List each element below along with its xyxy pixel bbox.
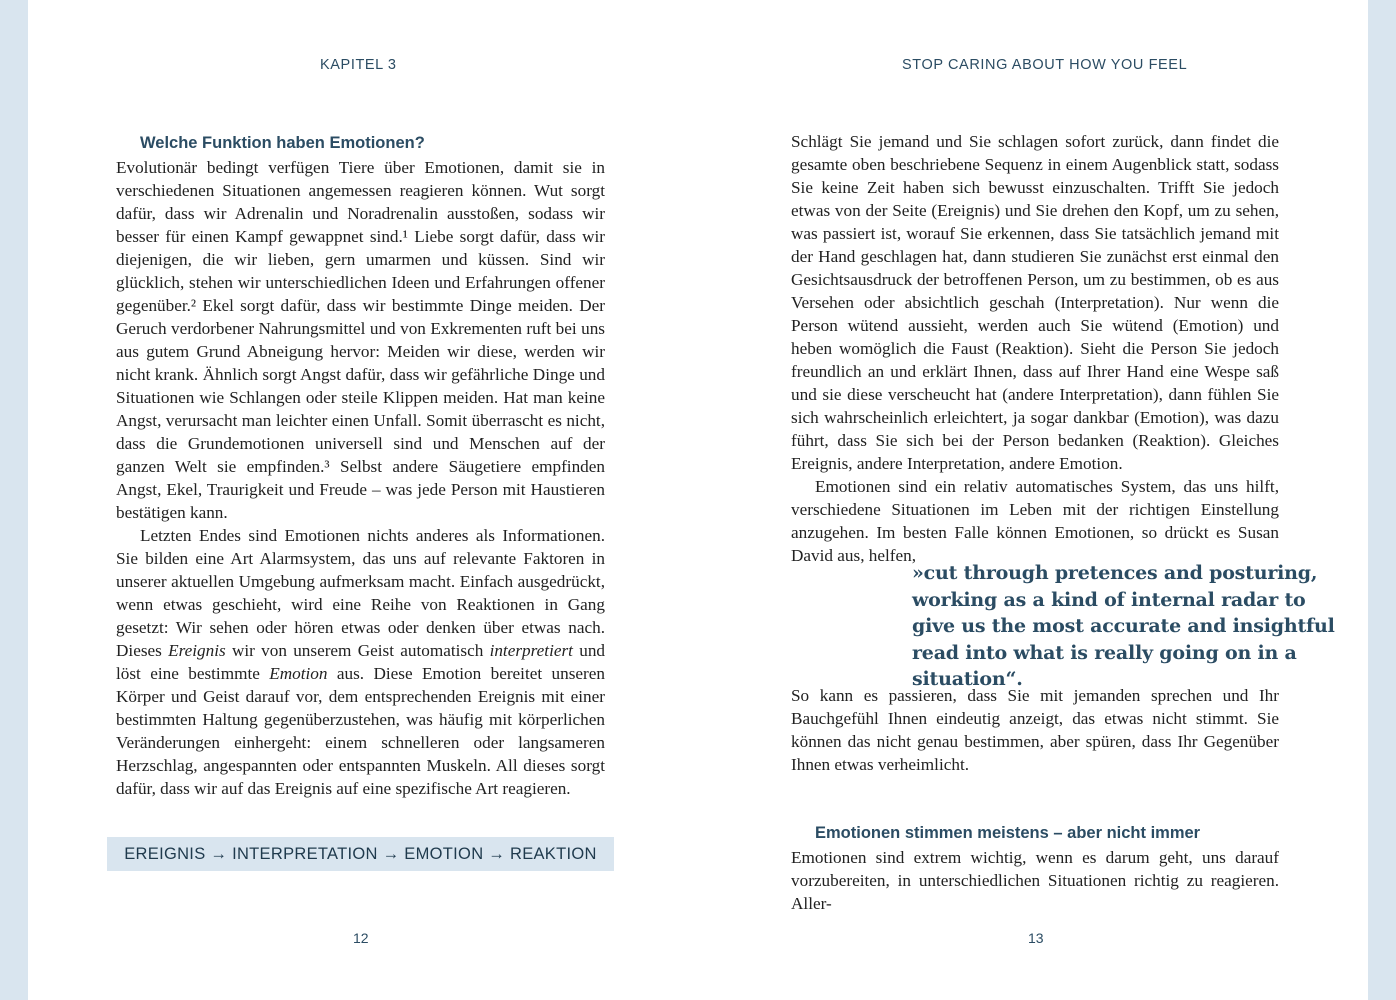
book-spread [28,0,1368,1000]
paragraph: So kann es passieren, dass Sie mit jemanden sprechen und Ihr Bauchgefühl Ihnen eindeutig anzeigt, das etwas nicht stimmt. Sie können das nicht genau bestimmen, aber spüren, dass Ihr Gegenüber Ihnen etwas verheimlicht. [791,686,1279,774]
left-body-text [116,130,605,800]
paragraph: Evolutionär bedingt verfügen Tiere über Emotionen, damit sie in verschiedenen Situationen angemessen reagieren können. Wut sorgt dafür, dass wir Adrenalin und Noradrenalin ausstoßen, sodass wir besser für einen Kampf gewappnet sind.¹ Liebe sorgt dafür, dass wir diejenigen, die wir lieben, gern umarmen und küssen. Sind wir glücklich, stehen wir unterschiedlichen Ideen und Erfahrungen offener gegenüber.² Ekel sorgt dafür, dass wir bestimmte Dinge meiden. Der Geruch verdorbener Nahrungsmittel und von Exkrementen ruft bei uns aus gutem Grund Abneigung hervor: Meiden wir diese, werden wir nicht krank. Ähnlich sorgt Angst dafür, dass wir gefährliche Dinge und Situationen wie Schlangen oder steile Klippen meiden. Hat man keine Angst, verursacht man leichter einen Unfall. Somit überrascht es nicht, dass die Grundemotionen universell sind und Menschen auf der ganzen Welt sie empfinden.³ Selbst andere Säugetiere empfinden Angst, Ekel, Traurigkeit und Freude – was jede Person mit Haustieren bestätigen kann. [116,158,605,522]
page-number-left: 12 [353,930,369,946]
block-quote: »cut through pretences and posturing, working as a kind of internal radar to give us the most accurate and insightful read into what is really going on in a situation“. [912,562,1335,690]
section-heading: Welche Funktion haben Emotionen? [140,134,425,152]
page-number-right: 13 [1028,930,1044,946]
right-body-text-2 [791,684,1279,776]
section-heading: Emotionen stimmen meistens – aber nicht immer [815,824,1201,842]
paragraph: Emotionen sind extrem wichtig, wenn es darum geht, uns darauf vorzubereiten, in unterschiedlichen Situationen richtig zu reagieren. Aller- [791,848,1279,913]
paragraph: Schlägt Sie jemand und Sie schlagen sofort zurück, dann findet die gesamte oben beschriebene Sequenz in einem Augenblick statt, sodass Sie keine Zeit haben sich bewusst einzuschalten. Trifft Sie jedoch etwas von der Seite (Ereignis) und Sie drehen den Kopf, um zu sehen, was passiert ist, worauf Sie erkennen, dass Sie tatsächlich jemand mit der Hand geschlagen hat, dann studieren Sie zunächst erst einmal den Gesichtsausdruck der betroffenen Person, um zu bestimmen, ob es aus Versehen oder absichtlich geschah (Interpretation). Nur wenn die Person wütend aussieht, werden auch Sie wütend (Emotion) und heben womöglich die Faust (Reaktion). Sieht die Person Sie jedoch freundlich an und erklärt Ihnen, dass auf Ihrer Hand eine Wespe saß und sie diese verscheucht hat (andere Interpretation), dann fühlen Sie sich wahrscheinlich erleichtert, ja sogar dankbar (Emotion), was dazu führt, dass Sie sich bei der Person bedanken (Reaktion). Gleiches Ereignis, andere Interpretation, andere Emotion. [791,132,1279,473]
right-page [698,0,1368,1000]
running-head-right: STOP CARING ABOUT HOW YOU FEEL [902,57,1188,73]
right-body-text-3 [791,820,1279,915]
left-page [28,0,698,1000]
paragraph: Emotionen sind ein relativ automatisches System, das uns hilft, verschiedene Situationen im Leben mit der richtigen Einstellung anzugehen. Im besten Falle können Emotionen, so drückt es Susan David aus, helfen, [791,477,1279,565]
right-body-text [791,130,1279,567]
running-head-left: KAPITEL 3 [320,57,397,73]
process-flow-box: EREIGNIS → INTERPRETATION → EMOTION → REAKTION [107,837,614,871]
paragraph: Letzten Endes sind Emotionen nichts anderes als Informationen. Sie bilden eine Art Alarmsystem, das uns auf relevante Faktoren in unserer aktuellen Umgebung aufmerksam macht. Einfach ausgedrückt, wenn etwas geschieht, wird eine Reihe von Reaktionen in Gang gesetzt: Wir sehen oder hören etwas oder denken über etwas nach. Dieses Ereignis wir von unserem Geist automatisch interpretiert und löst eine bestimmte Emotion aus. Diese Emotion bereitet unseren Körper und Geist darauf vor, dem entsprechenden Ereignis mit einer bestimmten Haltung gegenüberzustehen, was häufig mit körperlichen Veränderungen einhergeht: einem schnelleren oder langsameren Herzschlag, angespannten oder entspannten Muskeln. All dieses sorgt dafür, dass wir auf das Ereignis auf eine spezifische Art reagieren. [116,526,606,798]
